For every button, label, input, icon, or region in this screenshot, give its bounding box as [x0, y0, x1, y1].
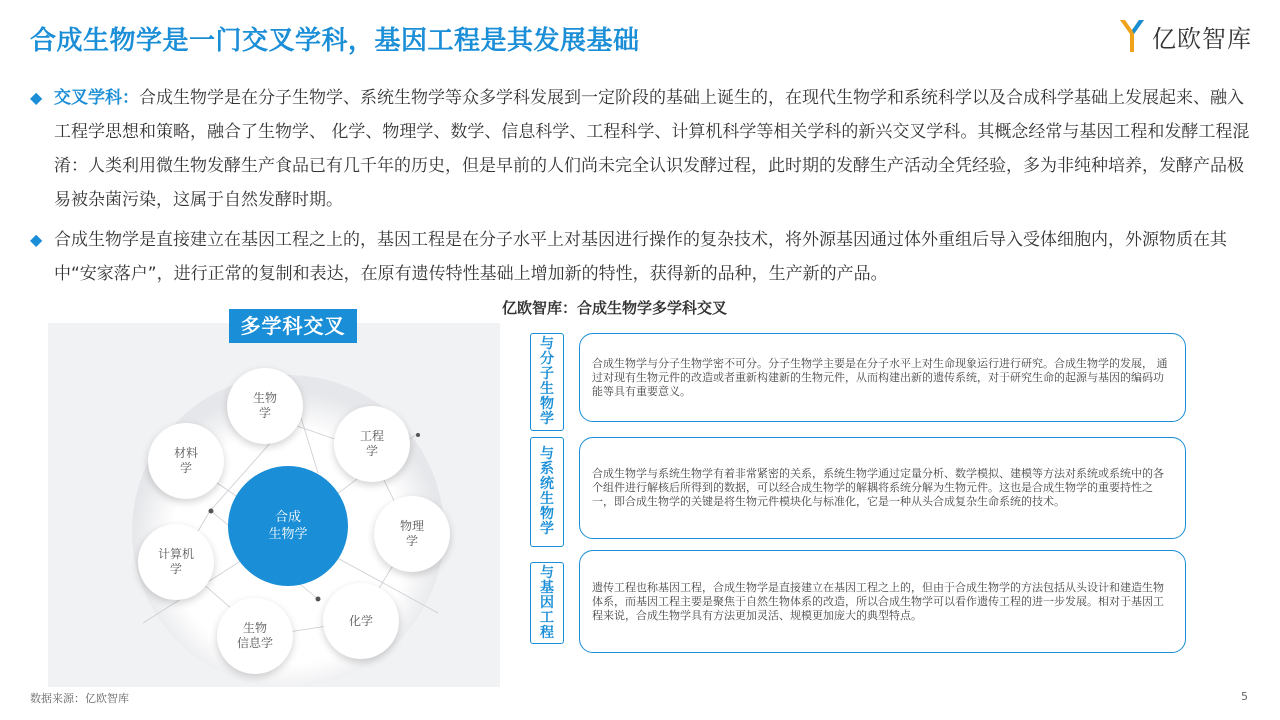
paragraph-text: 合成生物学是在分子生物学、系统生物学等众多学科发展到一定阶段的基础上诞生的，在现代生物学和系统科学以及合成科学基础上发展起来、融入工程学思想和策略，融合了生物学、 化学、物理学、数学、信息科学、工程科学、计算机科学等相关学科的新兴交叉学科。其概念经常与基因工程和发酵工程混淆：人类利用微生物发酵生产食品已有几千年的历史，但是早前的人们尚未完全认识发酵过程，此时期的发酵生产活动全凭经验，多为非纯种培养，发酵产品极易被杂菌污染，这属于自然发酵时期。: [54, 88, 1250, 210]
tab-molecular-biology: 与分子生物学: [530, 333, 564, 431]
interdisciplinary-badge: 多学科交叉: [229, 309, 357, 343]
data-source: 数据来源：亿欧智库: [30, 692, 129, 705]
petal-materials: 材料 学: [148, 423, 224, 499]
logo-text: 亿欧智库: [1152, 24, 1252, 53]
petal-physics: 物理 学: [374, 496, 450, 572]
center-synthetic-biology: 合成 生物学: [228, 466, 348, 586]
diamond-bullet-icon: ◆: [30, 230, 43, 249]
tab-systems-biology: 与系统生物学: [530, 437, 564, 547]
petal-engineering: 工程 学: [334, 406, 410, 482]
diamond-bullet-icon: ◆: [30, 88, 43, 107]
desc-systems-biology: 合成生物学与系统生物学有着非常紧密的关系，系统生物学通过定量分析、数学模拟、建模等方法对系统或系统中的各个组件进行解核后所得到的数据，可以经合成生物学的解耦将系统分解为生物元件。这也是合成生物学的重要持性之一，即合成生物学的关键是将生物元件模块化与标准化，它是一种从头合成复杂生命系统的技术。: [579, 437, 1186, 539]
page-title: 合成生物学是一门交叉学科，基因工程是其发展基础: [30, 26, 640, 56]
yiou-logo-icon: [1118, 18, 1146, 54]
petal-computer: 计算机 学: [138, 524, 214, 600]
petal-biology: 生物 学: [227, 368, 303, 444]
desc-molecular-biology: 合成生物学与分子生物学密不可分。分子生物学主要是在分子水平上对生命现象运行进行研究。合成生物学的发展， 通过对现有生物元件的改造或者重新构建新的生物元件，从而构建出新的遗传系统，对于研究生命的起源与基因的编码功能等具有重要意义。: [579, 333, 1186, 422]
tab-gene-engineering: 与基因工程: [530, 562, 564, 644]
paragraph-text: 合成生物学是直接建立在基因工程之上的，基因工程是在分子水平上对基因进行操作的复杂技术，将外源基因通过体外重组后导入受体细胞内，外源物质在其中“安家落户”，进行正常的复制和表达，在原有遗传特性基础上增加新的特性，获得新的品种，生产新的产品。: [54, 230, 1227, 284]
paragraph-keyword: 交叉学科：: [54, 88, 139, 108]
petal-bioinformatics: 生物 信息学: [217, 598, 293, 674]
page-number: 5: [1241, 690, 1248, 703]
logo: [1118, 18, 1252, 54]
paragraph-interdisciplinary: [30, 81, 1250, 217]
petal-chemistry: 化学: [323, 583, 399, 659]
figure-title: 亿欧智库：合成生物学多学科交叉: [502, 299, 728, 317]
desc-gene-engineering: 遗传工程也称基因工程，合成生物学是直接建立在基因工程之上的，但由于合成生物学的方法包括从头设计和建造生物体系，而基因工程主要是聚焦于自然生物体系的改造，所以合成生物学可以看作遗传工程的进一步发展。相对于基因工程来说，合成生物学具有方法更加灵活、规模更加庞大的典型特点。: [579, 550, 1186, 653]
paragraph-gene-engineering: [30, 223, 1250, 291]
